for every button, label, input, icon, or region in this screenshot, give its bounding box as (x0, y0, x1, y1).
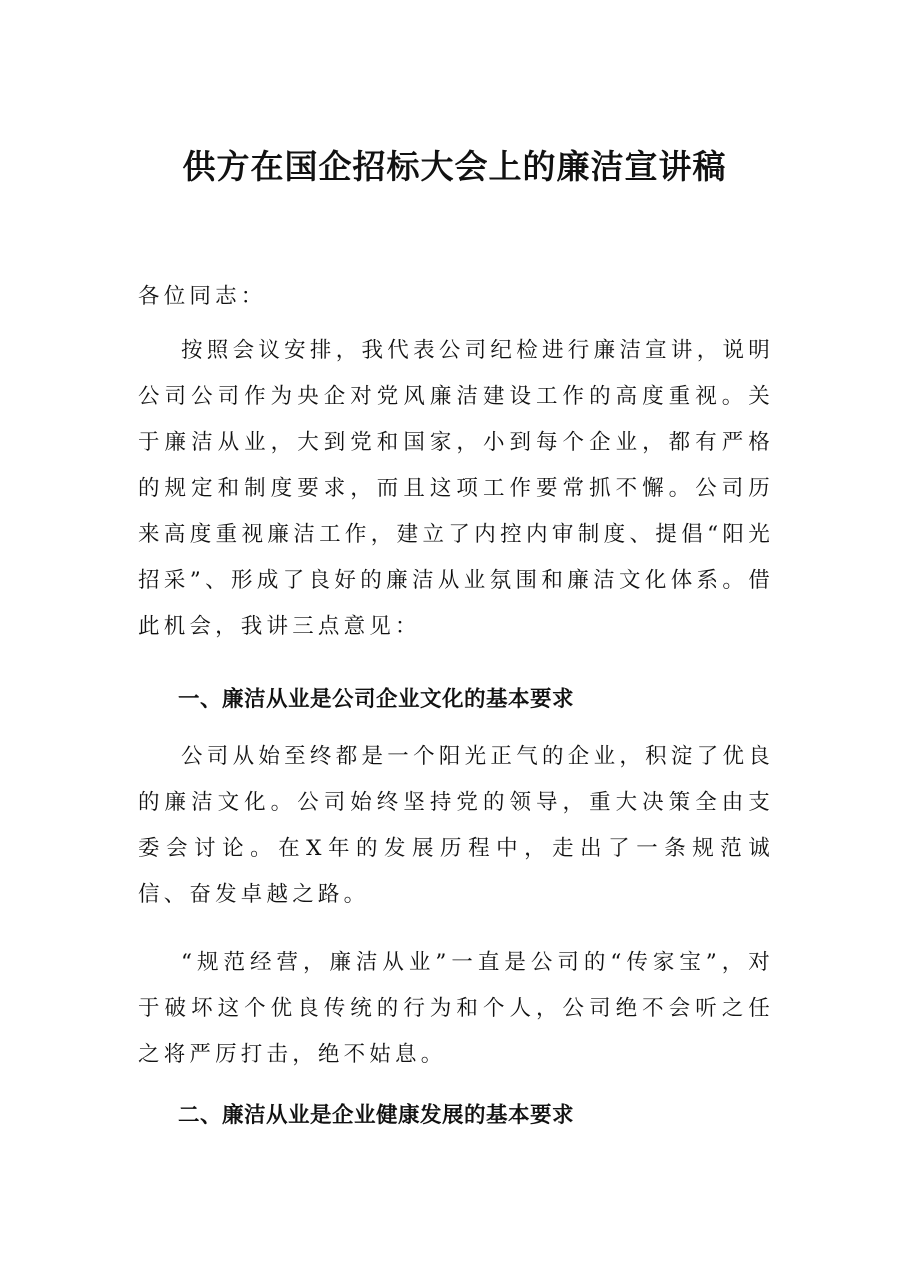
document-title: 供方在国企招标大会上的廉洁宣讲稿 (182, 147, 727, 186)
section-1-heading: 一、廉洁从业是公司企业文化的基本要求 (178, 687, 575, 712)
greeting: 各位同志： (138, 284, 267, 309)
section-1-paragraph-1: 公司从始至终都是一个阳光正气的企业，积淀了优良的廉洁文化。公司始终坚持党的领导，重大决策全由支委会讨论。在X年的发展历程中，走出了一条规范诚信、奋发卓越之路。 (138, 744, 774, 907)
section-1-paragraph-2: “规范经营，廉洁从业”一直是公司的“传家宝”，对于破坏这个优良传统的行为和个人，公司绝不会听之任之将严厉打击，绝不姑息。 (138, 950, 774, 1067)
section-2-heading: 二、廉洁从业是企业健康发展的基本要求 (178, 1103, 575, 1128)
intro-paragraph: 按照会议安排，我代表公司纪检进行廉洁宣讲，说明公司公司作为央企对党风廉洁建设工作的高度重视。关于廉洁从业，大到党和国家，小到每个企业，都有严格的规定和制度要求，而且这项工作要常抓不懈。公司历来高度重视廉洁工作，建立了内控内审制度、提倡“阳光招采”、形成了良好的廉洁从业氛围和廉洁文化体系。借此机会，我讲三点意见： (138, 338, 774, 639)
